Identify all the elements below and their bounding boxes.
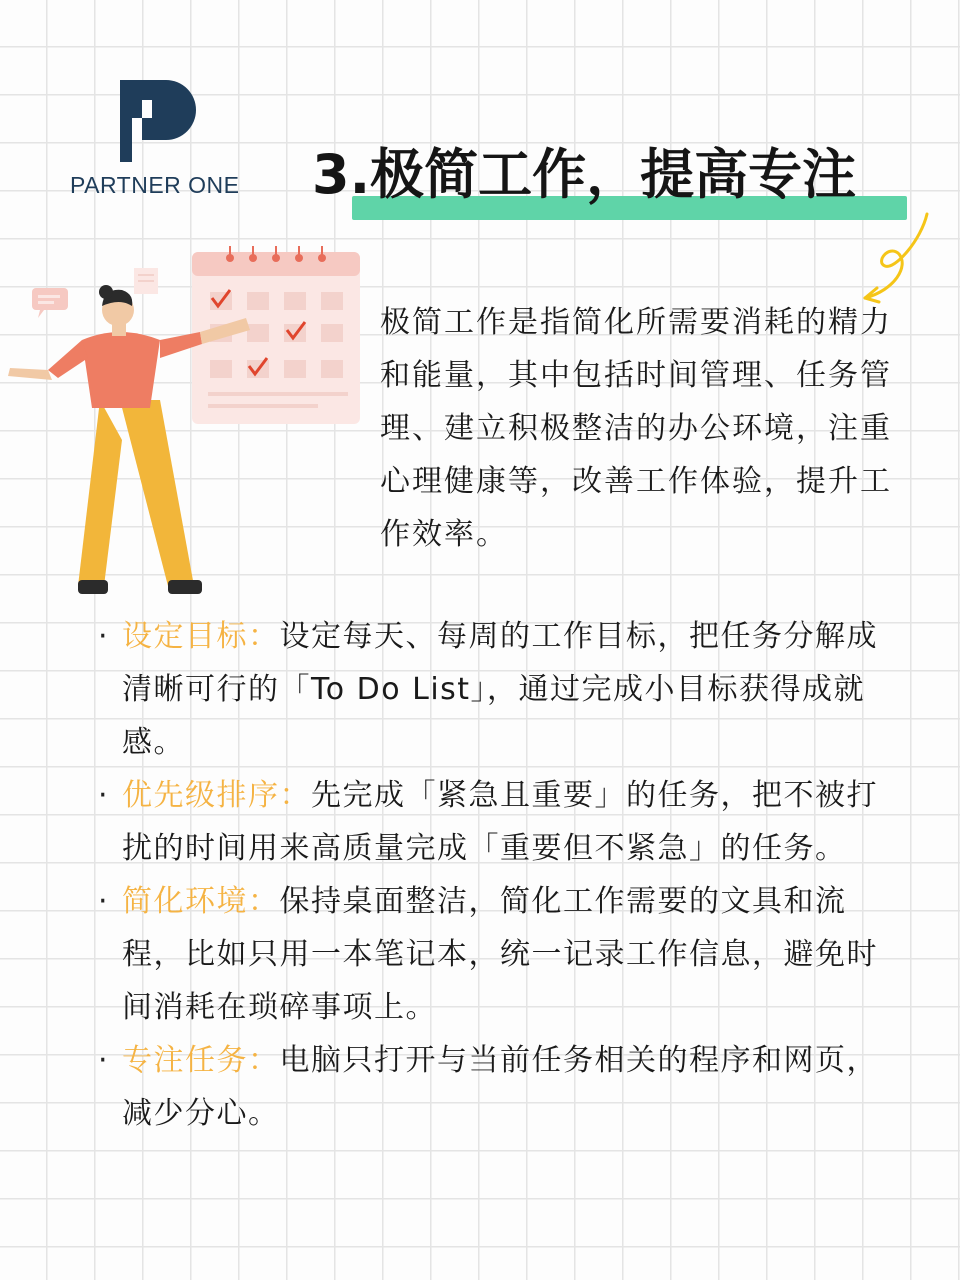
tip-set-goals <box>92 610 892 769</box>
woman-presenting-icon <box>8 285 250 594</box>
tip-label: 设定目标： <box>122 619 280 654</box>
squiggle-arrow-icon <box>855 210 935 305</box>
intro-paragraph: 极简工作是指简化所需要消耗的精力和能量，其中包括时间管理、任务管理、建立积极整洁的办公环境，注重心理健康等，改善工作体验，提升工作效率。 <box>380 305 892 552</box>
bullet-dot: · <box>98 1043 110 1078</box>
tip-focus-task <box>92 1034 892 1140</box>
tip-text: 设定每天、每周的工作目标，把任务分解成清晰可行的「To Do List」，通过完成小目标获得成就感。 <box>122 619 878 760</box>
tip-label: 简化环境： <box>122 884 280 919</box>
woman-presenting-illustration <box>0 240 370 610</box>
tips-list <box>92 610 892 1140</box>
tip-label: 专注任务： <box>122 1043 280 1078</box>
sticky-note-icon <box>134 268 158 294</box>
chat-bubble-icon <box>32 288 68 318</box>
title-block <box>312 138 912 228</box>
tip-simplify-environment <box>92 875 892 1034</box>
brand-name: PARTNER ONE <box>70 172 240 198</box>
bullet-dot: · <box>98 778 110 813</box>
tip-prioritize <box>92 769 892 875</box>
tip-text: 先完成「紧急且重要」的任务，把不被打扰的时间用来高质量完成「重要但不紧急」的任务。 <box>122 778 878 866</box>
bullet-dot: · <box>98 884 110 919</box>
bullet-dot: · <box>98 619 110 654</box>
tip-text: 保持桌面整洁，简化工作需要的文具和流程，比如只用一本笔记本，统一记录工作信息，避免时间消耗在琐碎事项上。 <box>122 884 878 1025</box>
tip-label: 优先级排序： <box>122 778 311 813</box>
tip-text: 电脑只打开与当前任务相关的程序和网页，减少分心。 <box>122 1043 878 1131</box>
page-title: 3.极简工作，提高专注 <box>312 143 857 206</box>
partner-one-logo-icon <box>120 80 196 162</box>
